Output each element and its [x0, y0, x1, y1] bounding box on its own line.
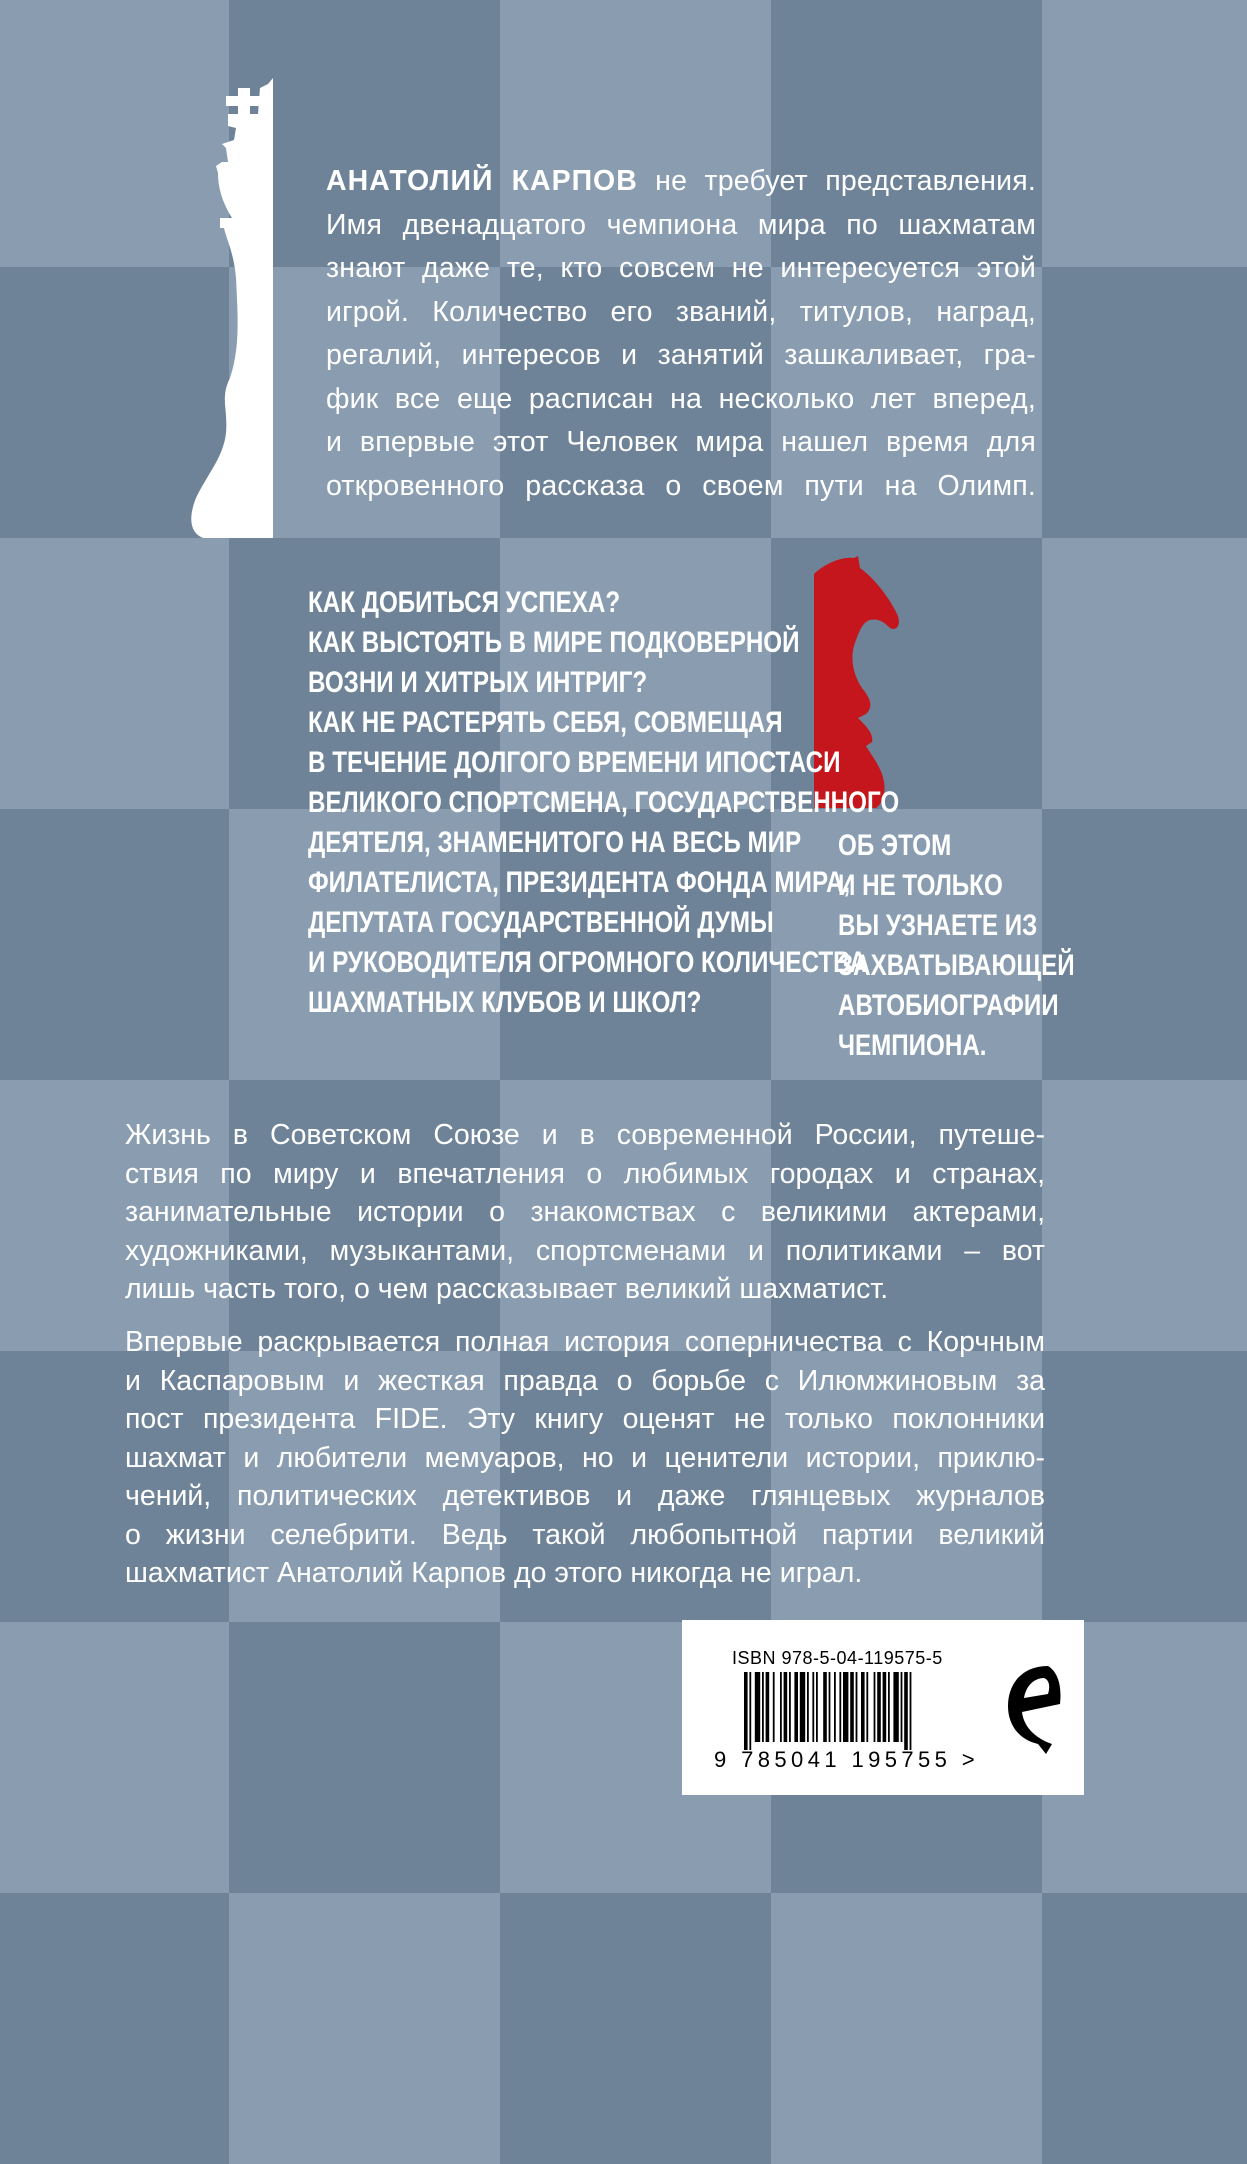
board-square: [1042, 0, 1247, 267]
barcode-box: [682, 1620, 1084, 1795]
paragraph-line: шахмат и любители мемуаров, но и ценители истории, приклю-: [125, 1441, 1045, 1474]
paragraph-line: чений, политических детективов и даже глянцевых журналов: [125, 1480, 1045, 1512]
question-line: В ТЕЧЕНИЕ ДОЛГОГО ВРЕМЕНИ ИПОСТАСИ: [308, 746, 841, 779]
intro-line: не требует представления.: [637, 165, 1036, 197]
description-paragraph-2: [125, 1323, 1045, 1593]
board-square: [0, 1622, 229, 1893]
intro-line: Имя двенадцатого чемпиона мира по шахматам: [326, 208, 1036, 241]
question-line: ДЕПУТАТА ГОСУДАРСТВЕННОЙ ДУМЫ: [308, 906, 774, 939]
paragraph-line: ствия по миру и впечатления о любимых городах и странах,: [125, 1157, 1045, 1190]
intro-line: откровенного рассказа о своем пути на Олимп.: [326, 469, 1036, 502]
intro-line: знают даже те, кто совсем не интересуется этой: [326, 252, 1036, 284]
paragraph-line: и Каспаровым и жесткая правда о борьбе с Илюмжиновым за: [125, 1364, 1045, 1397]
paragraph-line: художниками, музыкантами, спортсменами и политиками – вот: [125, 1234, 1045, 1267]
board-square: [229, 1622, 500, 1893]
publisher-logo-icon: [1002, 1660, 1074, 1760]
paragraph-line: пост президента FIDE. Эту книгу оценят не только поклонники: [125, 1403, 1045, 1435]
description-paragraph-1: [125, 1116, 1045, 1309]
question-line: ШАХМАТНЫХ КЛУБОВ И ШКОЛ?: [308, 986, 702, 1019]
intro-line: регалий, интересов и занятий зашкаливает, гра-: [326, 339, 1036, 371]
board-square: [1042, 1351, 1247, 1622]
board-square: [0, 538, 229, 809]
board-square: [1042, 1893, 1247, 2164]
board-square: [1042, 267, 1247, 538]
board-square: [0, 1893, 229, 2164]
paragraph-line: лишь часть того, о чем рассказывает великий шахматист.: [125, 1273, 889, 1305]
barcode-digits: 9 785041 195755 >: [714, 1747, 980, 1772]
intro-line: игрой. Количество его званий, титулов, наград,: [326, 295, 1036, 328]
about-line: ОБ ЭТОМ: [838, 829, 952, 862]
question-line: ВОЗНИ И ХИТРЫХ ИНТРИГ?: [308, 666, 648, 699]
intro-line: фик все еще расписан на несколько лет вперед,: [326, 382, 1036, 415]
board-square: [0, 809, 229, 1080]
paragraph-line: Жизнь в Советском Союзе и в современной России, путеше-: [125, 1119, 1045, 1151]
barcode-bars: [744, 1672, 974, 1750]
white-king-icon: [188, 78, 273, 538]
about-line: ЗАХВАТЫВАЮЩЕЙ: [838, 949, 1075, 982]
author-name: АНАТОЛИЙ КАРПОВ: [326, 165, 638, 197]
question-line: ФИЛАТЕЛИСТА, ПРЕЗИДЕНТА ФОНДА МИРА,: [308, 866, 851, 899]
about-line: ВЫ УЗНАЕТЕ ИЗ: [838, 909, 1038, 942]
board-square: [229, 1893, 500, 2164]
isbn-label: ISBN 978-5-04-119575-5: [732, 1648, 943, 1668]
board-square: [1042, 1080, 1247, 1351]
board-square: [1042, 538, 1247, 809]
question-line: И РУКОВОДИТЕЛЯ ОГРОМНОГО КОЛИЧЕСТВА: [308, 946, 867, 979]
question-line: ВЕЛИКОГО СПОРТСМЕНА, ГОСУДАРСТВЕННОГО: [308, 786, 900, 819]
paragraph-line: Впервые раскрывается полная история соперничества с Корчным: [125, 1326, 1045, 1358]
question-line: ДЕЯТЕЛЯ, ЗНАМЕНИТОГО НА ВЕСЬ МИР: [308, 826, 802, 859]
questions-block: [308, 583, 899, 1023]
paragraph-line: шахматист Анатолий Карпов до этого никогда не играл.: [125, 1557, 863, 1589]
board-square: [500, 1893, 771, 2164]
paragraph-line: о жизни селебрити. Ведь такой любопытной партии великий: [125, 1518, 1045, 1551]
intro-paragraph: [326, 160, 1036, 508]
board-square: [771, 1893, 1042, 2164]
question-line: КАК НЕ РАСТЕРЯТЬ СЕБЯ, СОВМЕЩАЯ: [308, 706, 783, 739]
paragraph-line: занимательные истории о знакомствах с великими актерами,: [125, 1196, 1045, 1228]
about-line: АВТОБИОГРАФИИ: [838, 989, 1059, 1022]
about-line: И НЕ ТОЛЬКО: [838, 869, 1003, 902]
intro-line: и впервые этот Человек мира нашел время для: [326, 426, 1036, 458]
question-line: КАК ДОБИТЬСЯ УСПЕХА?: [308, 586, 621, 619]
question-line: КАК ВЫСТОЯТЬ В МИРЕ ПОДКОВЕРНОЙ: [308, 626, 800, 659]
about-block: [838, 826, 1075, 1066]
about-line: ЧЕМПИОНА.: [838, 1029, 987, 1062]
